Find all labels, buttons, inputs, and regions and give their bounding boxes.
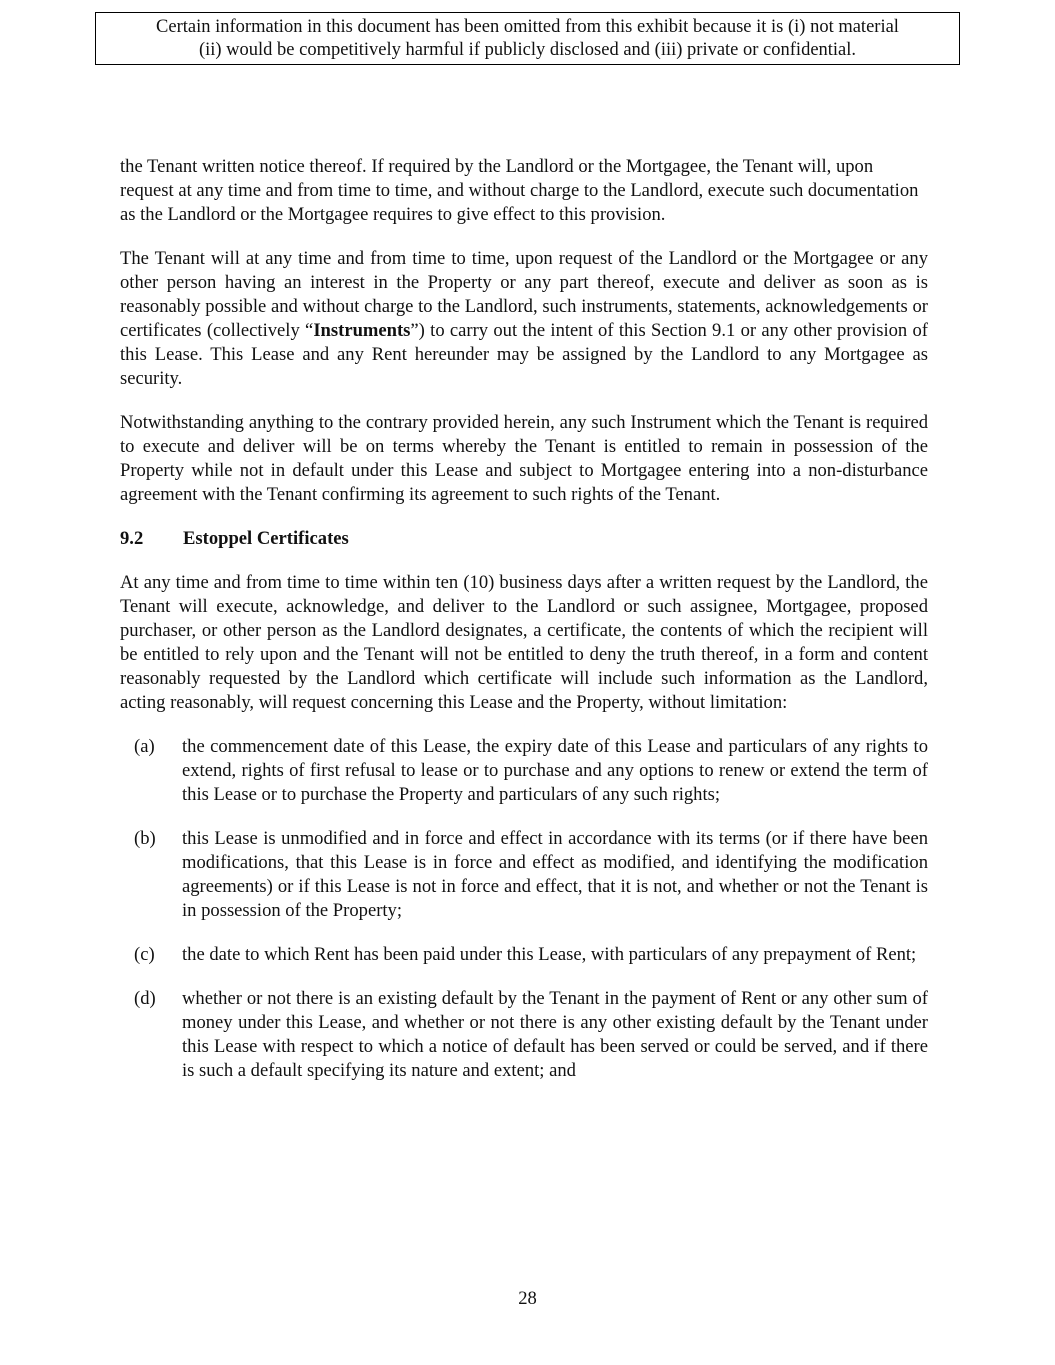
paragraph-estoppel: At any time and from time to time within ten (10) business days after a written request by the Landlord, the Tenant will execute, acknowledge, and deliver to the Landlord or such assignee, Mortgagee, proposed purchaser, or other person as the Landlord designates, a certificate, the contents of which the recipient will be entitled to rely upon and the Tenant will not be entitled to deny the truth thereof, in a form and content reasonably requested by the Landlord which certificate will include such information as the Landlord, acting reasonably, will request concerning this Lease and the Property, without limitation: (120, 572, 928, 713)
list-item-text: the date to which Rent has been paid under this Lease, with particulars of any prepayment of Rent; (182, 944, 917, 965)
paragraph-instruments-text-end: ”) to carry out the intent of this Section 9.1 or any other provision of this Lease. This Lease and any Rent hereunder may be assigned by the Landlord to any Mortgagee as security. (120, 320, 928, 389)
list-item-b (120, 827, 928, 923)
section-heading (120, 527, 928, 551)
document-body (120, 155, 928, 1103)
paragraph-non-disturbance: Notwithstanding anything to the contrary provided herein, any such Instrument which the Tenant is required to execute and deliver will be on terms whereby the Tenant is entitled to remain in possession of the Property while not in default under this Lease and subject to Mortgagee entering into a non-disturbance agreement with the Tenant confirming its agreement to such rights of the Tenant. (120, 412, 928, 505)
list-item-text: this Lease is unmodified and in force and effect in accordance with its terms (or if there have been modifications, that this Lease is in force and effect as modified, and identifying the modification agreements) or if this Lease is not in force and effect, that it is not, and whether or not the Tenant is in possession of the Property; (182, 828, 928, 921)
section-number: 9.2 (120, 528, 144, 549)
list-item-label: (d) (134, 988, 156, 1009)
confidentiality-notice-box (95, 12, 960, 65)
list-item-label: (a) (134, 736, 155, 757)
list-item-label: (b) (134, 828, 156, 849)
list-item-c (120, 943, 928, 967)
list-item-label: (c) (134, 944, 155, 965)
section-title: Estoppel Certificates (183, 528, 349, 549)
page-number: 28 (518, 1288, 537, 1309)
defined-term-instruments: Instruments (313, 320, 411, 341)
list-item-text: the commencement date of this Lease, the expiry date of this Lease and particulars of any rights to extend, rights of first refusal to lease or to purchase and any options to renew or extend the term of this Lease or to purchase the Property and particulars of any such rights; (182, 736, 928, 805)
list-item-text: whether or not there is an existing default by the Tenant in the payment of Rent or any other sum of money under this Lease, and whether or not there is any other existing default by the Tenant under this Lease with respect to which a notice of default has been served or could be served, and if there is such a default specifying its nature and extent; and (182, 988, 928, 1081)
list-item-d (120, 987, 928, 1083)
notice-line-1: Certain information in this document has been omitted from this exhibit because it is (i) not material (156, 17, 899, 37)
paragraph-instruments-text-start: The Tenant will at any time and from time to time, upon request of the Landlord or the Mortgagee or any other person having an interest in the Property or any part thereof, execute and deliver as soon as is reasonably possible and without charge to the Landlord, such instruments, statements, acknowledgements or certificates (collectively “ (120, 248, 928, 341)
list-item-a (120, 735, 928, 807)
notice-line-2: (ii) would be competitively harmful if publicly disclosed and (iii) private or confidential. (198, 40, 857, 60)
paragraph-instruments (120, 247, 928, 391)
paragraph-continuation: the Tenant written notice thereof. If required by the Landlord or the Mortgagee, the Tenant will, upon request at any time and from time to time, and without charge to the Landlord, execute such documentation as the Landlord or the Mortgagee requires to give effect to this provision. (120, 156, 919, 225)
